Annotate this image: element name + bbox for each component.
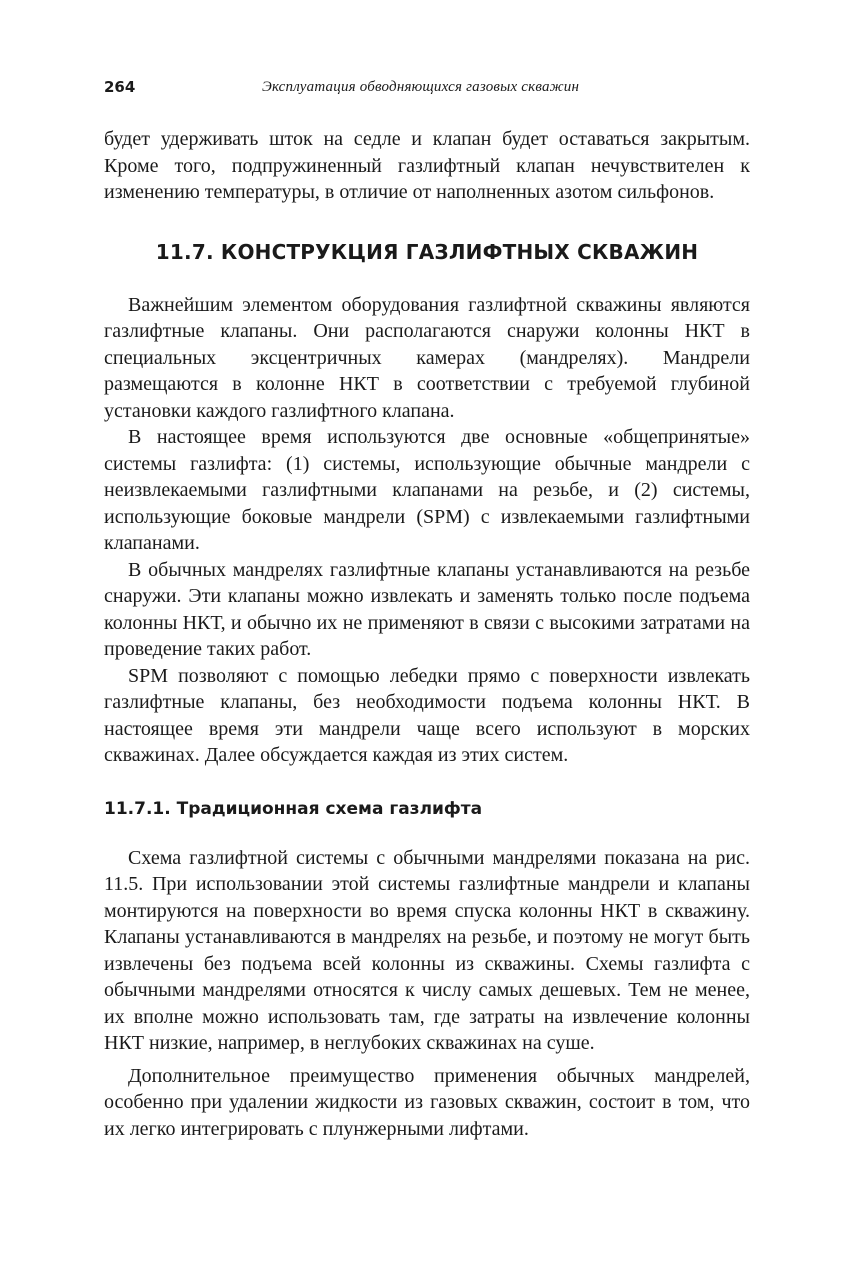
paragraph-5: Схема газлифтной системы с обычными мандрелями показана на рис. 11.5. При использовании этой системы газлифтные мандрели и клапаны монтируются на поверхности во время спуска колонны НКТ в скважину. Клапаны устанавливаются в мандрелях на резьбе, и поэтому не могут быть извлечены без подъема всей колонны из скважины. Схемы газлифта с обычными мандрелями относятся к числу самых дешевых. Тем не менее, их вполне можно использовать там, где затраты на извлечение колонны НКТ низкие, например, в неглубоких скважинах на суше.: [104, 846, 750, 1054]
running-title: Эксплуатация обводняющихся газовых скважин: [262, 79, 580, 95]
paragraph-2: В настоящее время используются две основные «общепринятые» системы газлифта: (1) системы, использующие обычные мандрели с неизвлекаемыми газлифтными клапанами на резьбе, и (2) системы, использующие боковые мандрели (SPM) с извлекаемыми газлифтными клапанами.: [104, 426, 750, 554]
page-number: 264: [104, 78, 136, 96]
book-page: [104, 78, 750, 1142]
section-heading: 11.7. КОНСТРУКЦИЯ ГАЗЛИФТНЫХ СКВАЖИН: [155, 239, 699, 264]
paragraph-6: Дополнительное преимущество применения обычных мандрелей, особенно при удалении жидкости из газовых скважин, состоит в том, что их легко интегрировать с плунжерными лифтами.: [104, 1064, 750, 1140]
running-head: [104, 78, 750, 102]
paragraph-3: В обычных мандрелях газлифтные клапаны устанавливаются на резьбе снаружи. Эти клапаны можно извлекать и заменять только после подъема колонны НКТ, и обычно их не применяют в связи с высокими затратами на проведение таких работ.: [104, 558, 750, 660]
paragraph-intro: будет удерживать шток на седле и клапан будет оставаться закрытым. Кроме того, подпружиненный газлифтный клапан нечувствителен к изменению температуры, в отличие от наполненных азотом сильфонов.: [104, 128, 750, 203]
subsection-heading: 11.7.1. Традиционная схема газлифта: [104, 798, 483, 819]
paragraph-1: Важнейшим элементом оборудования газлифтной скважины являются газлифтные клапаны. Они располагаются снаружи колонны НКТ в специальных эксцентричных камерах (мандрелях). Мандрели размещаются в колонне НКТ в соответствии с требуемой глубиной установки каждого газлифтного клапана.: [104, 293, 750, 422]
paragraph-4: SPM позволяют с помощью лебедки прямо с поверхности извлекать газлифтные клапаны, без необходимости подъема колонны НКТ. В настоящее время эти мандрели чаще всего используют в морских скважинах. Далее обсуждается каждая из этих систем.: [104, 664, 750, 766]
